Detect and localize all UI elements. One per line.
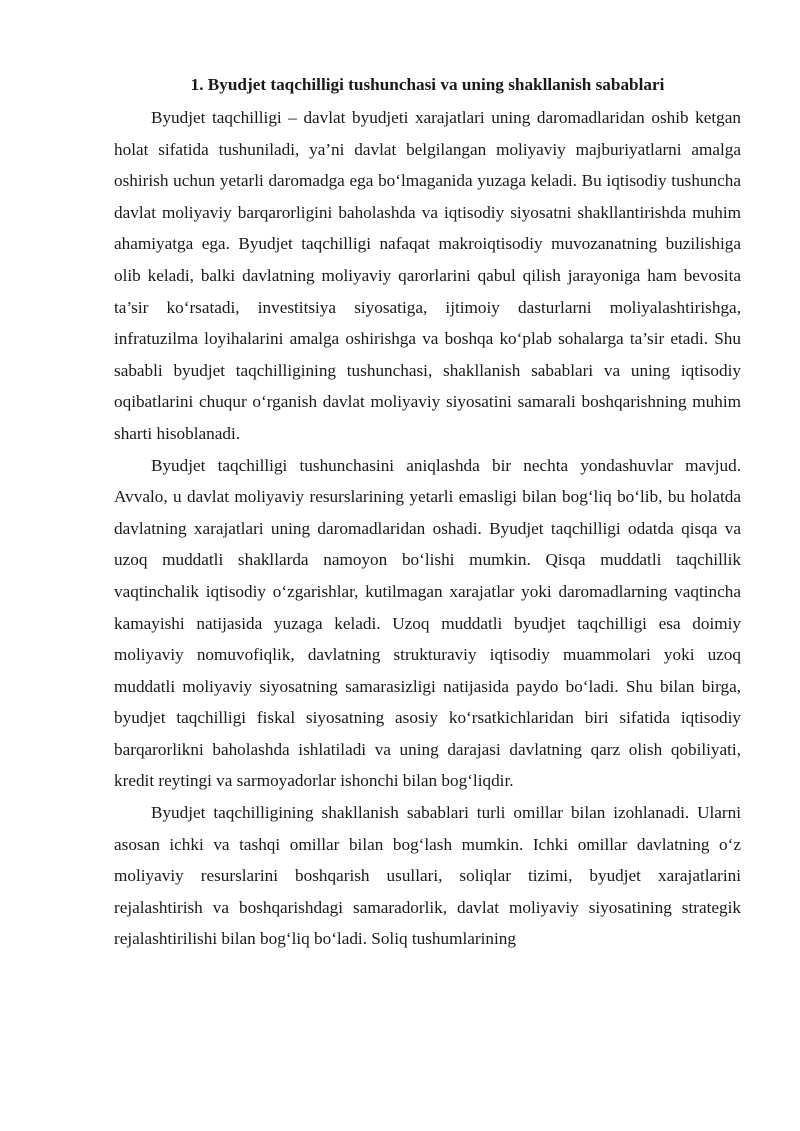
- document-page: [114, 71, 741, 955]
- paragraph-3: Byudjet taqchilligining shakllanish sabablari turli omillar bilan izohlanadi. Ularni asosan ichki va tashqi omillar bilan bog‘lash mumkin. Ichki omillar davlatning o‘z moliyaviy resurslarini boshqarish usullari, soliqlar tizimi, byudjet xarajatlarini rejalashtirish va boshqarishdagi samaradorlik, davlat moliyaviy siyosatining strategik rejalashtirilishi bilan bog‘liq bo‘ladi. Soliq tushumlarining: [114, 803, 741, 949]
- paragraph-1: Byudjet taqchilligi – davlat byudjeti xarajatlari uning daromadlaridan oshib ketgan holat sifatida tushuniladi, ya’ni davlat belgilangan moliyaviy majburiyatlarni amalga oshirish uchun yetarli daromadga ega bo‘lmaganida yuzaga keladi. Bu iqtisodiy tushuncha davlat moliyaviy barqarorligini baholashda va iqtisodiy siyosatni shakllantirishda muhim ahamiyatga ega. Byudjet taqchilligi nafaqat makroiqtisodiy muvozanatning buzilishiga olib keladi, balki davlatning moliyaviy qarorlarini qabul qilish jarayoniga ham bevosita ta’sir ko‘rsatadi, investitsiya siyosatiga, ijtimoiy dasturlarni moliyalashtirishga, infratuzilma loyihalarini amalga oshirishga va boshqa ko‘plab sohalarga ta’sir etadi. Shu sababli byudjet taqchilligining tushunchasi, shakllanish sabablari va uning iqtisodiy oqibatlarini chuqur o‘rganish davlat moliyaviy siyosatini samarali boshqarishning muhim sharti hisoblanadi.: [114, 108, 741, 443]
- paragraph-2: Byudjet taqchilligi tushunchasini aniqlashda bir nechta yondashuvlar mavjud. Avvalo, u davlat moliyaviy resurslarining yetarli emasligi bilan bog‘liq bo‘lib, bu holatda davlatning xarajatlari uning daromadlaridan oshadi. Byudjet taqchilligi odatda qisqa va uzoq muddatli shakllarda namoyon bo‘lishi mumkin. Qisqa muddatli taqchillik vaqtinchalik iqtisodiy o‘zgarishlar, kutilmagan xarajatlar yoki daromadlarning vaqtincha kamayishi natijasida yuzaga keladi. Uzoq muddatli byudjet taqchilligi esa doimiy moliyaviy nomuvofiqlik, davlatning strukturaviy iqtisodiy muammolari yoki uzoq muddatli moliyaviy siyosatning samarasizligi natijasida paydo bo‘ladi. Shu bilan birga, byudjet taqchilligi fiskal siyosatning asosiy ko‘rsatkichlaridan biri sifatida iqtisodiy barqarorlikni baholashda ishlatiladi va uning darajasi davlatning qarz olish qobiliyati, kredit reytingi va sarmoyadorlar ishonchi bilan bog‘liqdir.: [114, 455, 741, 791]
- section-title: 1. Byudjet taqchilligi tushunchasi va uning shakllanish sabablari: [190, 75, 665, 94]
